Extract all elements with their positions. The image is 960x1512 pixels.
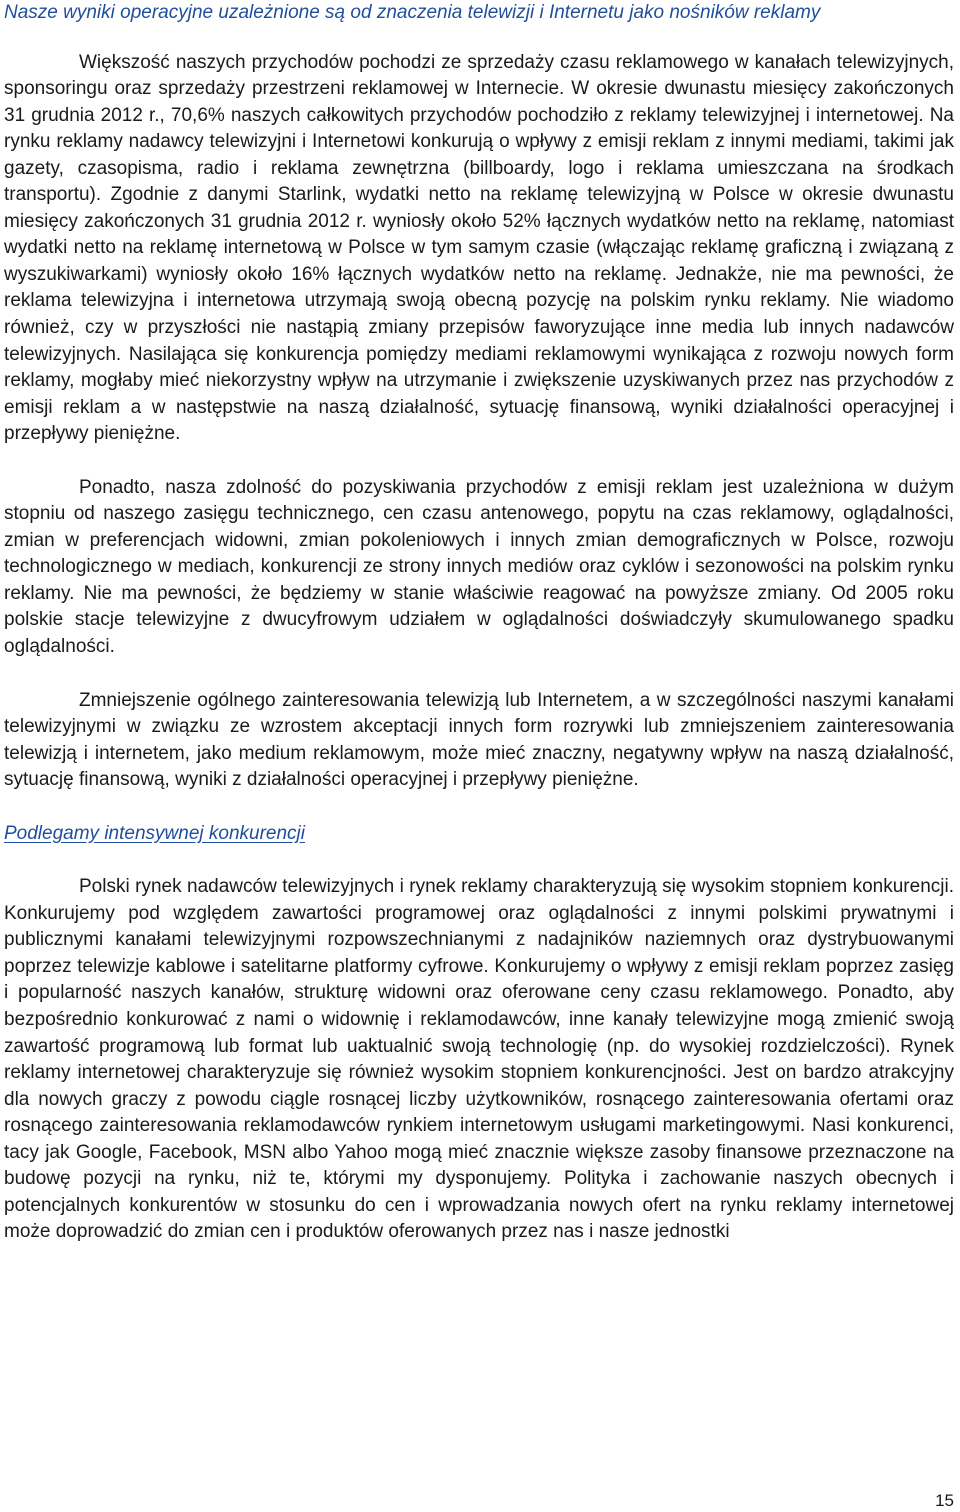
section-heading: Nasze wyniki operacyjne uzależnione są od znaczenia telewizji i Internetu jako nośników reklamy [4, 2, 821, 23]
paragraph-audience-factors: Ponadto, nasza zdolność do pozyskiwania przychodów z emisji reklam jest uzależniona w dużym stopniu od naszego zasięgu technicznego, cen czasu antenowego, popytu na czas reklamowy, oglądalności, zmian w preferencjach widowni, zmian pokoleniowych i innych zmian demograficznych w Polsce, rozwoju technologicznego w mediach, konkurencji ze strony innych mediów oraz cyklów i sezonowości na polskim rynku reklamy. Nie ma pewności, że będziemy w stanie właściwie reagować na powyższe zmiany. Od 2005 roku polskie stacje telewizyjne z dwucyfrowym udziałem w oglądalności doświadczyły skumulowanego spadku oglądalności. [4, 476, 954, 657]
paragraph-competition: Polski rynek nadawców telewizyjnych i rynek reklamy charakteryzują się wysokim stopniem konkurencji. Konkurujemy pod względem zawartości programowej oraz oglądalności z innymi polskimi prywatnymi i publicznymi kanałami telewizyjnymi rozpowszechnianymi z nadajników naziemnych oraz dystrybuowanymi poprzez telewizje kablowe i satelitarne platformy cyfrowe. Konkurujemy o wpływy z emisji reklam poprzez zasięg i popularność naszych kanałów, strukturę widowni oraz oferowane ceny czasu reklamowego. Ponadto, aby bezpośrednio konkurować z nami o widownię i reklamodawców, inne kanały telewizyjne mogą zmienić swoją zawartość programową lub format lub uaktualnić swoją technologię (np. do wysokiej rozdzielczości). Rynek reklamy internetowej charakteryzuje się również wysokim stopniem konkurencjności. Jest on bardzo atrakcyjny dla nowych graczy z powodu ciągle rosnącej liczby użytkowników, rosnącego zainteresowania ofertami oraz rosnącego zainteresowania reklamodawców rynkiem internetowym usługami marketingowymi. Nasi konkurenci, tacy jak Google, Facebook, MSN albo Yahoo mogą mieć znacznie większe zasoby finansowe przeznaczone na budowę pozycji na rynku, niż te, którymi my dysponujemy. Polityka i zachowanie naszych obecnych i potencjalnych konkurentów w stosunku do cen i wprowadzania nowych ofert na rynku reklamy internetowej może doprowadzić do zmian cen i produktów oferowanych przez nas i nasze jednostki [4, 876, 954, 1243]
paragraph-interest-decline: Zmniejszenie ogólnego zainteresowania telewizją lub Internetem, a w szczególności naszymi kanałami telewizyjnymi w związku ze wzrostem akceptacji innych form rozrywki lub zmniejszeniem zainteresowania telewizją i internetem, jako medium reklamowym, może mieć znaczny, negatywny wpływ na naszą działalność, sytuację finansową, wyniki z działalności operacyjnej i przepływy pieniężne. [4, 689, 954, 791]
paragraph-advertising-revenue: Większość naszych przychodów pochodzi ze sprzedaży czasu reklamowego w kanałach telewizyjnych, sponsoringu oraz sprzedaży przestrzeni reklamowej w Internecie. W okresie dwunastu miesięcy zakończonych 31 grudnia 2012 r., 70,6% naszych całkowitych przychodów pochodziło z reklamy telewizyjnej i internetowej. Na rynku reklamy nadawcy telewizyjni i Internetowi konkurują o wpływy z emisji reklam z innymi mediami, takimi jak gazety, czasopisma, radio i reklama zewnętrzna (billboardy, logo i reklama umieszczana na środkach transportu). Zgodnie z danymi Starlink, wydatki netto na reklamę telewizyjną w Polsce w okresie dwunastu miesięcy zakończonych 31 grudnia 2012 r. wyniosły około 52% łącznych wydatków netto na reklamę, natomiast wydatki netto na reklamę internetową w Polsce w tym samym czasie (włączając reklamę graficzną i związaną z wyszukiwarkami) wyniosły około 16% łącznych wydatków netto na reklamę. Jednakże, nie ma pewności, że reklama telewizyjna i internetowa utrzymają swoją obecną pozycję na polskim rynku reklamy. Nie wiadomo również, czy w przyszłości nie nastąpią zmiany przepisów faworyzujące inne media lub innych nadawców telewizyjnych. Nasilająca się konkurencja pomiędzy mediami reklamowymi wynikająca z rozwoju nowych form reklamy, mogłaby mieć niekorzystny wpływ na utrzymanie i zwiększenie uzyskiwanych przez nas przychodów z emisji reklam a w następstwie na naszą działalność, sytuację finansową, wyniki działalności operacyjnej i przepływy pieniężne. [4, 51, 954, 445]
page-number: 15 [935, 1491, 954, 1510]
subsection-heading: Podlegamy intensywnej konkurencji [4, 822, 305, 844]
